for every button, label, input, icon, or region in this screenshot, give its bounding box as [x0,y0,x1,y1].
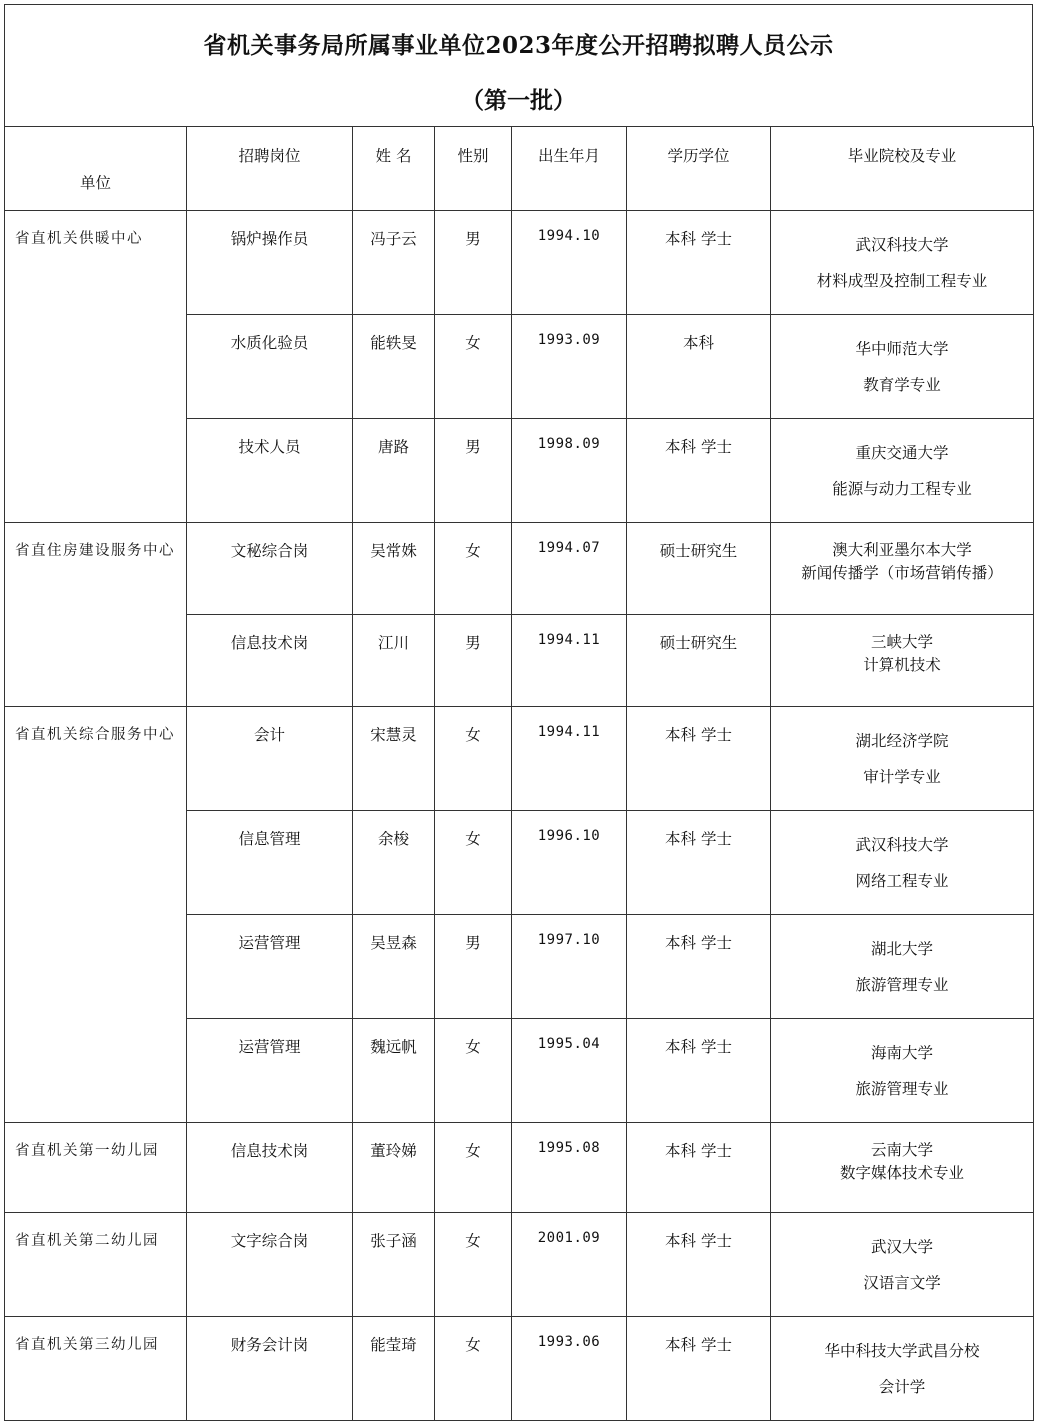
school-cell [771,523,1034,615]
school-cell [771,811,1034,915]
school-cell [771,315,1034,419]
name-cell: 吴昱森 [353,915,435,1019]
name-cell: 唐路 [353,419,435,523]
name-cell: 吴常姝 [353,523,435,615]
school-name: 澳大利亚墨尔本大学 [832,541,972,559]
hiring-table [4,126,1034,1421]
column-header-name: 姓 名 [353,127,435,211]
name-cell: 董玲娣 [353,1123,435,1213]
gender-cell: 男 [435,615,512,707]
school-cell [771,419,1034,523]
position-cell: 运营管理 [187,915,353,1019]
name-cell: 张子涵 [353,1213,435,1317]
position-cell: 文字综合岗 [187,1213,353,1317]
education-cell: 本科 学士 [627,419,771,523]
birth-cell: 1995.08 [512,1123,627,1213]
birth-cell: 1996.10 [512,811,627,915]
name-cell: 能轶旻 [353,315,435,419]
birth-cell: 1993.06 [512,1317,627,1421]
column-header-position: 招聘岗位 [187,127,353,211]
birth-cell: 1994.07 [512,523,627,615]
gender-cell: 女 [435,707,512,811]
position-cell: 信息技术岗 [187,1123,353,1213]
gender-cell: 女 [435,523,512,615]
major-name: 计算机技术 [863,656,941,674]
page-title: 省机关事务局所属事业单位2023年度公开招聘拟聘人员公示 [203,32,834,59]
unit-cell: 省直住房建设服务中心 [5,523,187,707]
gender-cell: 女 [435,811,512,915]
education-cell: 本科 学士 [627,707,771,811]
position-cell: 信息技术岗 [187,615,353,707]
column-header-gender: 性别 [435,127,512,211]
position-cell: 会计 [187,707,353,811]
gender-cell: 女 [435,1019,512,1123]
birth-cell: 1994.11 [512,615,627,707]
major-name: 数字媒体技术专业 [839,1164,964,1182]
position-cell: 文秘综合岗 [187,523,353,615]
gender-cell: 女 [435,1123,512,1213]
column-header-education: 学历学位 [627,127,771,211]
school-name: 武汉科技大学 [855,236,949,254]
major-name: 旅游管理专业 [855,1080,949,1098]
education-cell: 本科 学士 [627,811,771,915]
school-name: 湖北大学 [870,940,933,958]
birth-cell: 1994.10 [512,211,627,315]
gender-cell: 男 [435,915,512,1019]
name-cell: 能莹琦 [353,1317,435,1421]
school-cell [771,1123,1034,1213]
name-cell: 宋慧灵 [353,707,435,811]
column-header-birth: 出生年月 [512,127,627,211]
education-cell: 本科 学士 [627,1019,771,1123]
unit-cell: 省直机关第二幼儿园 [5,1213,187,1317]
education-cell: 本科 学士 [627,211,771,315]
column-header-unit: 单位 [5,127,187,211]
school-cell [771,707,1034,811]
birth-cell: 2001.09 [512,1213,627,1317]
gender-cell: 男 [435,211,512,315]
school-cell [771,1019,1034,1123]
page-subtitle: （第一批） [461,87,576,114]
table-row [5,211,1034,315]
school-name: 三峡大学 [870,633,933,651]
birth-cell: 1998.09 [512,419,627,523]
birth-cell: 1993.09 [512,315,627,419]
position-cell: 运营管理 [187,1019,353,1123]
position-cell: 锅炉操作员 [187,211,353,315]
name-cell: 冯子云 [353,211,435,315]
gender-cell: 女 [435,1317,512,1421]
education-cell: 本科 学士 [627,1123,771,1213]
column-header-school: 毕业院校及专业 [771,127,1034,211]
school-cell [771,211,1034,315]
name-cell: 魏远帆 [353,1019,435,1123]
school-name: 海南大学 [870,1044,933,1062]
school-name: 重庆交通大学 [855,444,949,462]
unit-cell: 省直机关第一幼儿园 [5,1123,187,1213]
major-name: 旅游管理专业 [855,976,949,994]
major-name: 汉语言文学 [863,1274,941,1292]
major-name: 会计学 [878,1378,926,1396]
position-cell: 信息管理 [187,811,353,915]
education-cell: 本科 学士 [627,1317,771,1421]
gender-cell: 女 [435,315,512,419]
table-header-row [5,127,1034,211]
name-cell: 江川 [353,615,435,707]
position-cell: 财务会计岗 [187,1317,353,1421]
education-cell: 本科 [627,315,771,419]
school-cell [771,915,1034,1019]
major-name: 教育学专业 [863,376,941,394]
major-name: 新闻传播学（市场营销传播） [801,564,1003,582]
unit-cell: 省直机关供暖中心 [5,211,187,523]
table-row [5,1213,1034,1317]
table-row [5,707,1034,811]
table-row [5,1317,1034,1421]
school-name: 华中师范大学 [855,340,949,358]
education-cell: 硕士研究生 [627,523,771,615]
major-name: 网络工程专业 [855,872,949,890]
birth-cell: 1994.11 [512,707,627,811]
education-cell: 本科 学士 [627,915,771,1019]
title-box [4,4,1033,126]
major-name: 能源与动力工程专业 [832,480,972,498]
gender-cell: 男 [435,419,512,523]
school-name: 湖北经济学院 [855,732,949,750]
major-name: 材料成型及控制工程专业 [816,272,988,290]
school-cell [771,615,1034,707]
position-cell: 技术人员 [187,419,353,523]
education-cell: 硕士研究生 [627,615,771,707]
school-name: 武汉科技大学 [855,836,949,854]
birth-cell: 1995.04 [512,1019,627,1123]
gender-cell: 女 [435,1213,512,1317]
major-name: 审计学专业 [863,768,941,786]
school-name: 华中科技大学武昌分校 [824,1342,980,1360]
name-cell: 余梭 [353,811,435,915]
school-cell [771,1213,1034,1317]
table-row [5,523,1034,615]
school-name: 武汉大学 [870,1238,933,1256]
announcement-sheet [4,4,1033,1421]
unit-cell: 省直机关第三幼儿园 [5,1317,187,1421]
school-cell [771,1317,1034,1421]
position-cell: 水质化验员 [187,315,353,419]
table-row [5,1123,1034,1213]
birth-cell: 1997.10 [512,915,627,1019]
unit-cell: 省直机关综合服务中心 [5,707,187,1123]
education-cell: 本科 学士 [627,1213,771,1317]
school-name: 云南大学 [870,1141,933,1159]
